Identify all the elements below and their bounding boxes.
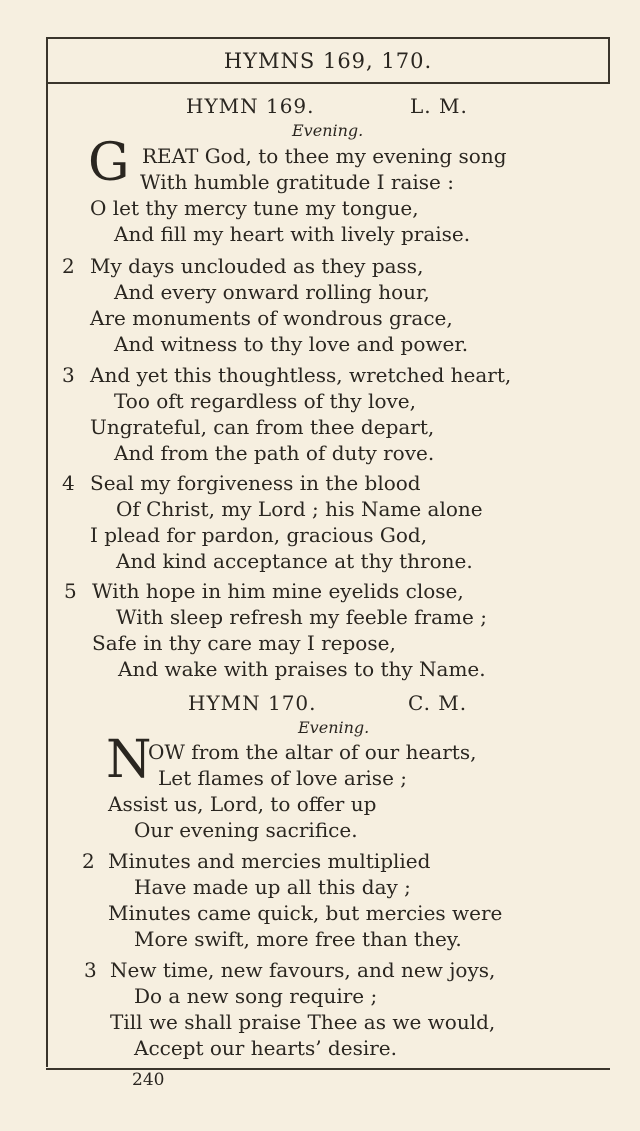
stanza-line: Are monuments of wondrous grace, <box>90 306 453 330</box>
stanza-line: Have made up all this day ; <box>134 875 411 899</box>
hymn-170-line-4: Our evening sacrifice. <box>134 818 358 842</box>
stanza-line: And from the path of duty rove. <box>114 441 435 465</box>
hymn-170-line-1: OW from the altar of our hearts, <box>148 740 477 764</box>
stanza-number: 2 <box>82 849 95 873</box>
stanza-line: Too oft regardless of thy love, <box>114 389 416 413</box>
hymn-169-line-4: And fill my heart with lively praise. <box>114 222 471 246</box>
stanza-line: Do a new song require ; <box>134 984 378 1008</box>
stanza-line: Till we shall praise Thee as we would, <box>110 1010 496 1034</box>
stanza-line: And every onward rolling hour, <box>114 280 430 304</box>
hymn-169-line-1: REAT God, to thee my evening song <box>142 144 507 168</box>
frame-rule-left <box>46 37 48 1067</box>
hymn-169-line-2: With humble gratitude I raise : <box>140 170 454 194</box>
stanza-number: 5 <box>64 579 77 603</box>
hymn-170-meter: C. M. <box>408 691 468 715</box>
hymn-169-dropcap: G <box>88 133 130 193</box>
stanza-line: Minutes came quick, but mercies were <box>108 901 503 925</box>
stanza-line: And wake with praises to thy Name. <box>118 657 486 681</box>
stanza-line: New time, new favours, and new joys, <box>110 958 496 982</box>
hymn-169-meter: L. M. <box>410 94 468 118</box>
stanza-line: Seal my forgiveness in the blood <box>90 471 421 495</box>
stanza-line: Ungrateful, can from thee depart, <box>90 415 435 439</box>
hymn-170-subtitle: Evening. <box>298 718 370 737</box>
stanza-number: 3 <box>84 958 97 982</box>
hymn-170-line-2: Let flames of love arise ; <box>158 766 408 790</box>
stanza-line: And kind acceptance at thy throne. <box>116 549 473 573</box>
frame-rule-top <box>46 37 610 39</box>
hymn-170-dropcap: N <box>106 730 152 790</box>
stanza-line: More swift, more free than they. <box>134 927 462 951</box>
frame-rule-header <box>46 82 610 84</box>
stanza-line: My days unclouded as they pass, <box>90 254 424 278</box>
stanza-number: 4 <box>62 471 75 495</box>
stanza-line: Minutes and mercies multiplied <box>108 849 431 873</box>
stanza-line: I plead for pardon, gracious God, <box>90 523 428 547</box>
hymn-170-title: HYMN 170. <box>188 691 317 715</box>
stanza-number: 3 <box>62 363 75 387</box>
hymn-170-line-3: Assist us, Lord, to offer up <box>108 792 377 816</box>
hymn-169-title: HYMN 169. <box>186 94 315 118</box>
frame-rule-bottom <box>46 1068 610 1070</box>
page-number: 240 <box>132 1070 165 1090</box>
hymn-169-subtitle: Evening. <box>292 121 364 140</box>
stanza-line: Of Christ, my Lord ; his Name alone <box>116 497 483 521</box>
running-head: HYMNS 169, 170. <box>223 49 433 73</box>
stanza-line: With hope in him mine eyelids close, <box>92 579 464 603</box>
stanza-line: Accept our hearts’ desire. <box>134 1036 397 1060</box>
stanza-line: With sleep refresh my feeble frame ; <box>116 605 487 629</box>
stanza-line: And witness to thy love and power. <box>114 332 469 356</box>
hymn-169-line-3: O let thy mercy tune my tongue, <box>90 196 419 220</box>
stanza-line: And yet this thoughtless, wretched heart, <box>90 363 512 387</box>
stanza-line: Safe in thy care may I repose, <box>92 631 396 655</box>
stanza-number: 2 <box>62 254 75 278</box>
